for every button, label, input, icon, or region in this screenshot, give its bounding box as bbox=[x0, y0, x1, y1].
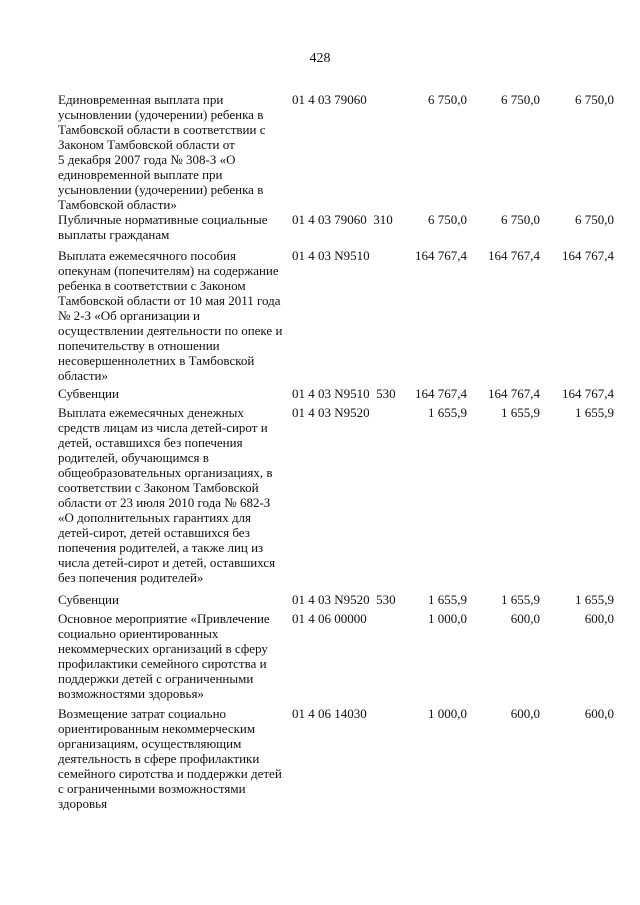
row-code: 01 4 03 N9510 530 bbox=[292, 386, 396, 401]
row-description: Выплата ежемесячного пособия опекунам (попечителям) на содержание ребенка в соответствии с Законом Тамбовской области от 10 мая 2011 года № 2-З «Об организации и осуществлении деятельности по опеке и попечительству в отношении несовершеннолетних в Тамбовской области» bbox=[58, 248, 283, 383]
row-description: Основное мероприятие «Привлечение социально ориентированных некоммерческих организаций в сферу профилактики семейного сиротства и поддержки детей с ограниченными возможностями здоровья» bbox=[58, 611, 270, 701]
row-value-1: 6 750,0 bbox=[428, 212, 467, 227]
row-value-3: 164 767,4 bbox=[562, 386, 614, 401]
row-code: 01 4 03 79060 310 bbox=[292, 212, 393, 227]
row-code: 01 4 03 79060 bbox=[292, 92, 367, 107]
row-value-1: 1 000,0 bbox=[428, 706, 467, 721]
page-number: 428 bbox=[309, 51, 331, 66]
row-value-2: 164 767,4 bbox=[488, 386, 540, 401]
row-description: Субвенции bbox=[58, 592, 119, 607]
row-value-2: 1 655,9 bbox=[501, 592, 540, 607]
row-value-2: 6 750,0 bbox=[501, 92, 540, 107]
row-description: Выплата ежемесячных денежных средств лицам из числа детей-сирот и детей, оставшихся без попечения родителей, обучающимся в общеобразовательных организациях, в соответствии с Законом Тамбовской области от 23 июля 2010 года № 682-З «О дополнительных гарантиях для детей-сирот, детей оставшихся без попечения родителей, а также лиц из числа детей-сирот и детей, оставшихся без попечения родителей» bbox=[58, 405, 276, 585]
row-value-1: 1 000,0 bbox=[428, 611, 467, 626]
row-value-3: 6 750,0 bbox=[575, 212, 614, 227]
row-value-3: 600,0 bbox=[584, 611, 614, 626]
row-value-2: 1 655,9 bbox=[501, 405, 540, 420]
row-value-2: 600,0 bbox=[510, 706, 540, 721]
row-description: Возмещение затрат социально ориентированным некоммерческим организациям, осуществляющим деятельность в сфере профилактики семейного сиротства и поддержки детей с ограниченными возможностями здоровья bbox=[58, 706, 282, 811]
row-value-2: 164 767,4 bbox=[488, 248, 540, 263]
row-value-1: 164 767,4 bbox=[415, 248, 467, 263]
row-value-3: 600,0 bbox=[584, 706, 614, 721]
row-value-1: 1 655,9 bbox=[428, 405, 467, 420]
row-description: Публичные нормативные социальные выплаты гражданам bbox=[58, 212, 268, 242]
row-value-2: 600,0 bbox=[510, 611, 540, 626]
row-value-1: 1 655,9 bbox=[428, 592, 467, 607]
row-code: 01 4 03 N9520 bbox=[292, 405, 370, 420]
row-code: 01 4 06 00000 bbox=[292, 611, 367, 626]
row-value-2: 6 750,0 bbox=[501, 212, 540, 227]
row-value-3: 1 655,9 bbox=[575, 405, 614, 420]
row-value-1: 164 767,4 bbox=[415, 386, 467, 401]
row-code: 01 4 03 N9520 530 bbox=[292, 592, 396, 607]
row-value-3: 1 655,9 bbox=[575, 592, 614, 607]
row-code: 01 4 06 14030 bbox=[292, 706, 367, 721]
row-code: 01 4 03 N9510 bbox=[292, 248, 370, 263]
row-description: Единовременная выплата при усыновлении (удочерении) ребенка в Тамбовской области в соответствии с Законом Тамбовской области от 5 декабря 2007 года № 308-З «О единовременной выплате при усыновлении (удочерении) ребенка в Тамбовской области» bbox=[58, 92, 266, 212]
row-description: Субвенции bbox=[58, 386, 119, 401]
row-value-3: 164 767,4 bbox=[562, 248, 614, 263]
row-value-1: 6 750,0 bbox=[428, 92, 467, 107]
row-value-3: 6 750,0 bbox=[575, 92, 614, 107]
